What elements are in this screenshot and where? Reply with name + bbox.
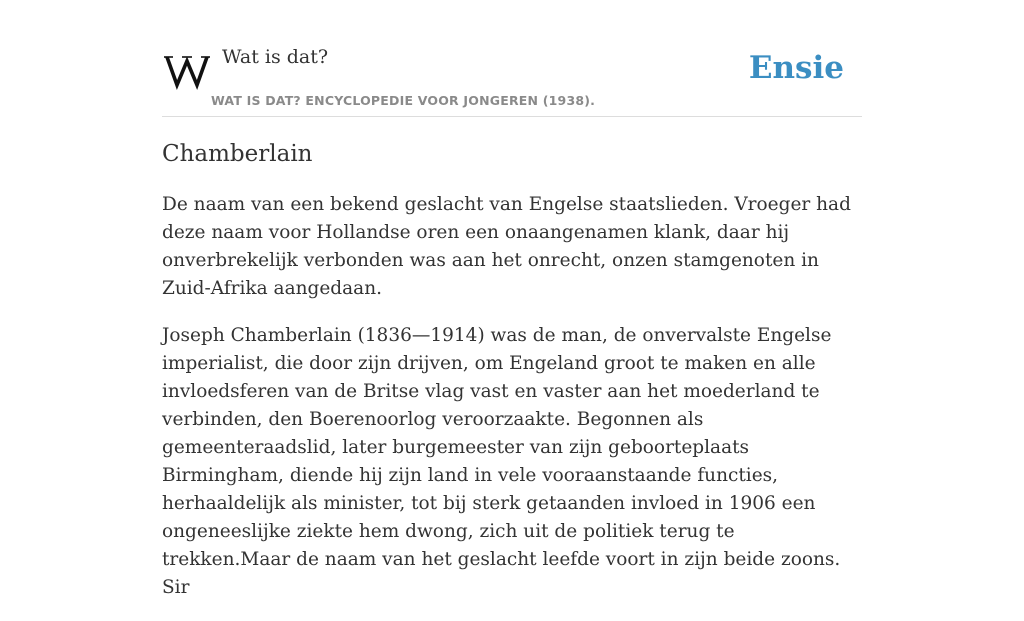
header: [162, 40, 862, 117]
site-subtitle: WAT IS DAT? ENCYCLOPEDIE VOOR JONGEREN (1938).: [211, 93, 596, 108]
article-title: Chamberlain: [162, 141, 313, 167]
brand-logo[interactable]: Ensie: [748, 50, 844, 86]
article-paragraph: Joseph Chamberlain (1836—1914) was de man, de onvervalste Engelse imperialist, die door zijn drijven, om Engeland groot te maken en alle invloedsferen van de Britse vlag vast en vaster aan het moederland te verbinden, den Boerenoorlog veroorzaakte. Begonnen als gemeenteraadslid, later burgemeester van zijn geboorteplaats Birmingham, diende hij zijn land in vele vooraanstaande functies, herhaaldelijk als minister, tot bij sterk getaanden invloed in 1906 een ongeneeslijke ziekte hem dwong, zich uit de politiek terug te trekken.Maar de naam van het geslacht leefde voort in zijn beide zoons. Sir: [162, 325, 841, 598]
article: [162, 138, 862, 621]
wikipedia-w-icon[interactable]: [164, 50, 210, 90]
site-title[interactable]: Wat is dat?: [222, 46, 329, 68]
article-paragraph: De naam van een bekend geslacht van Engelse staatslieden. Vroeger had deze naam voor Hollandse oren een onaangenamen klank, daar hij onverbrekelijk verbonden was aan het onrecht, onzen stamgenoten in Zuid-Afrika aangedaan.: [162, 194, 851, 299]
